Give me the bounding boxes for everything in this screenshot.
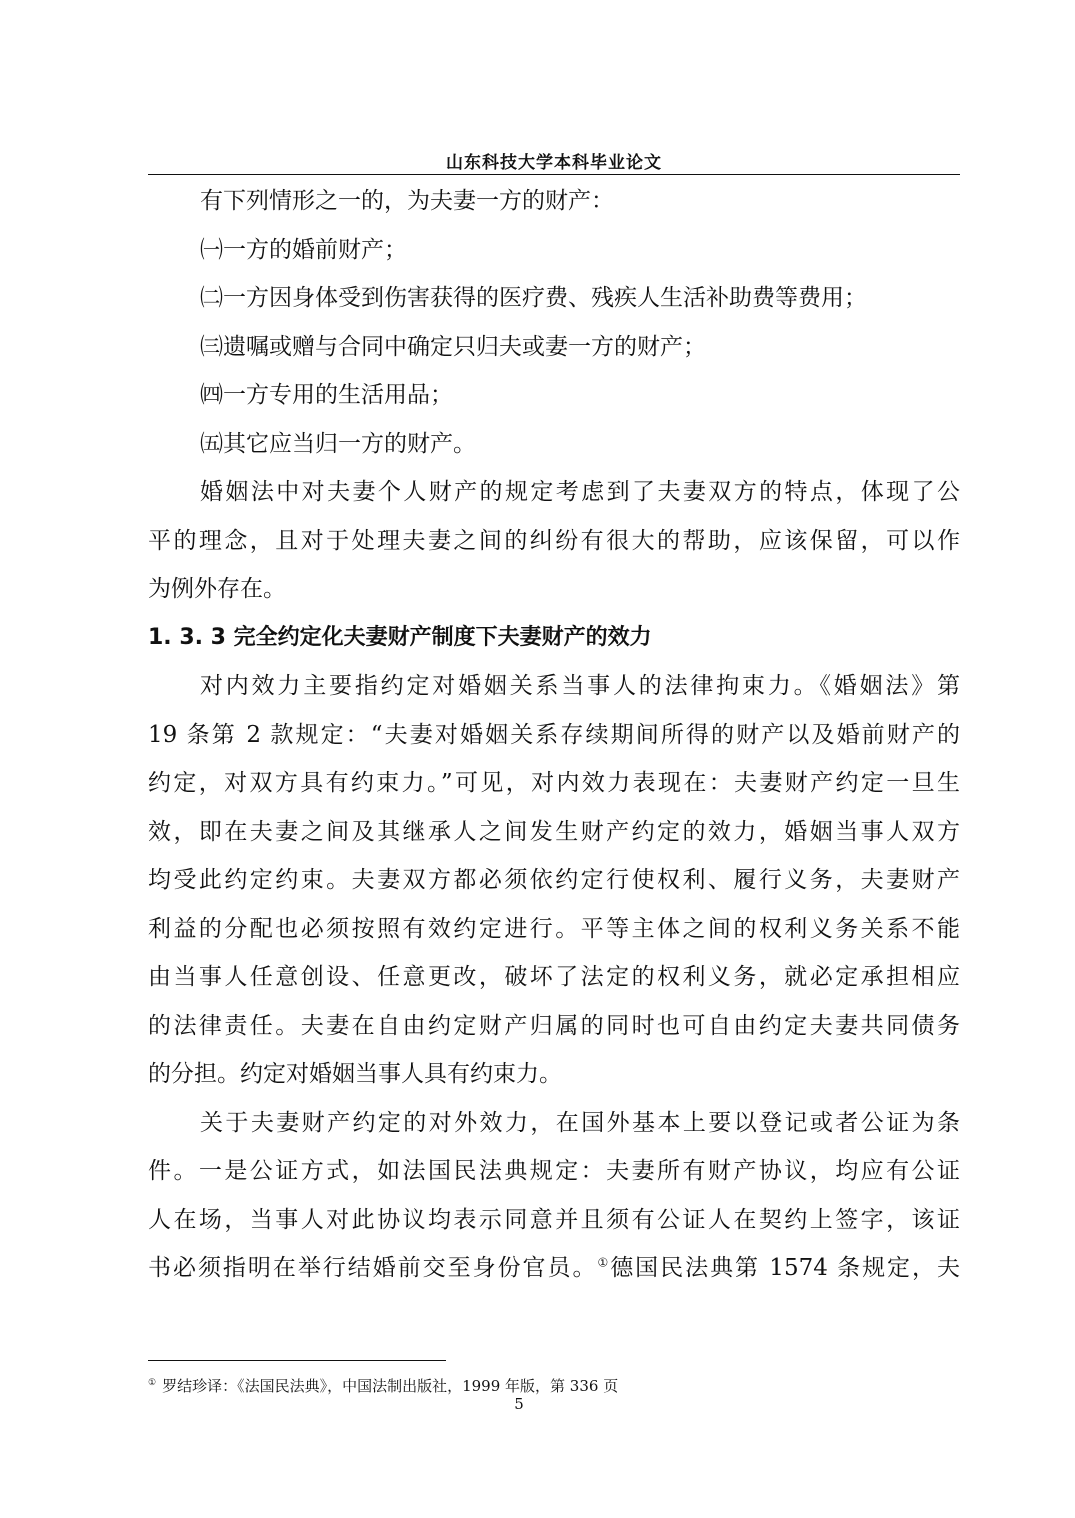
paragraph-line: 对内效力主要指约定对婚姻关系当事人的法律拘束力。《婚姻法》第 [200, 673, 960, 699]
paragraph-line: 由当事人任意创设、任意更改，破坏了法定的权利义务，就必定承担相应 [148, 964, 960, 990]
body-text [148, 180, 960, 1296]
page-number: 5 [514, 1395, 524, 1413]
paragraph-line: 婚姻法中对夫妻个人财产的规定考虑到了夫妻双方的特点，体现了公 [200, 479, 960, 505]
list-item: ㈢遗嘱或赠与合同中确定只归夫或妻一方的财产； [200, 333, 706, 360]
paragraph-line: 均受此约定约束。夫妻双方都必须依约定行使权利、履行义务，夫妻财产 [148, 867, 960, 893]
paragraph-line: 人在场，当事人对此协议均表示同意并且须有公证人在契约上签字，该证 [148, 1206, 960, 1233]
paragraph-text: 德国民法典第 1574 条规定，夫 [610, 1255, 960, 1281]
paragraph-line [148, 1247, 960, 1296]
paragraph-line: 件。一是公证方式，如法国民法典规定：夫妻所有财产协议，均应有公证 [148, 1158, 960, 1184]
paragraph-line: 的分担。约定对婚姻当事人具有约束力。 [148, 1061, 562, 1087]
list-item: ㈡一方因身体受到伤害获得的医疗费、残疾人生活补助费等费用； [200, 285, 867, 311]
footnote-text: 罗结珍译：《法国民法典》，中国法制出版社，1999 年版，第 336 页 [162, 1377, 619, 1395]
footnote-rule [148, 1360, 446, 1361]
paragraph-line: 的法律责任。夫妻在自由约定财产归属的同时也可自由约定夫妻共同债务 [148, 1012, 960, 1039]
paragraph-line: 有下列情形之一的，为夫妻一方的财产： [200, 188, 614, 214]
list-item: ㈤其它应当归一方的财产。 [200, 430, 476, 457]
list-item: ㈠一方的婚前财产； [200, 236, 407, 263]
paragraph-line: 利益的分配也必须按照有效约定进行。平等主体之间的权利义务关系不能 [148, 915, 960, 942]
paragraph-text: 书必须指明在举行结婚前交至身份官员。 [148, 1255, 598, 1281]
paragraph-line: 效，即在夫妻之间及其继承人之间发生财产约定的效力，婚姻当事人双方 [148, 818, 960, 845]
section-heading: 1. 3. 3 完全约定化夫妻财产制度下夫妻财产的效力 [148, 624, 652, 650]
footnote-reference[interactable]: ① [597, 1255, 611, 1270]
paragraph-line: 约定，对双方具有约束力。”可见，对内效力表现在：夫妻财产约定一旦生 [148, 770, 960, 796]
footnote-mark: ① [148, 1378, 157, 1388]
paragraph-line: 为例外存在。 [148, 576, 286, 602]
paragraph-line: 平的理念，且对于处理夫妻之间的纠纷有很大的帮助，应该保留，可以作 [148, 527, 960, 554]
running-header: 山东科技大学本科毕业论文 [446, 153, 662, 173]
paragraph-line: 关于夫妻财产约定的对外效力，在国外基本上要以登记或者公证为条 [200, 1109, 960, 1136]
paragraph-line: 19 条第 2 款规定：“夫妻对婚姻关系存续期间所得的财产以及婚前财产的 [148, 721, 960, 748]
header-rule [148, 174, 960, 175]
list-item: ㈣一方专用的生活用品； [200, 382, 453, 408]
footnote [148, 1372, 960, 1397]
